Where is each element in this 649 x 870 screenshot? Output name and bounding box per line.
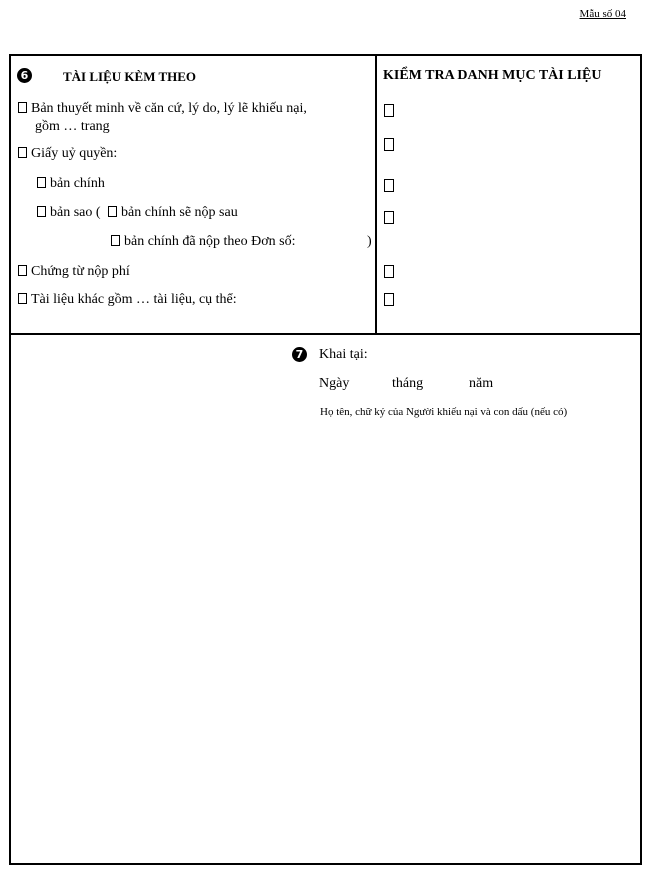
original-submitted-label: bản chính đã nộp theo Đơn số: — [124, 234, 296, 249]
original-later-checkbox[interactable] — [108, 206, 117, 217]
explanation-item — [18, 101, 307, 117]
number-6-icon: 6 — [17, 68, 32, 83]
section-6-marker — [17, 66, 32, 84]
fee-receipt-label: Chứng từ nộp phí — [31, 264, 130, 279]
declared-at-label: Khai tại: — [319, 347, 368, 362]
other-docs-label: Tài liệu khác gồm … tài liệu, cụ thể: — [31, 292, 237, 307]
original-submitted-checkbox[interactable] — [111, 235, 120, 246]
attachments-title: TÀI LIỆU KÈM THEO — [63, 69, 197, 84]
explanation-label-line2: gồm … trang — [35, 119, 110, 134]
check-other-docs-checkbox[interactable] — [384, 293, 394, 306]
check-authorization-checkbox[interactable] — [384, 138, 394, 151]
month-label: tháng — [392, 376, 424, 391]
day-label: Ngày — [319, 376, 350, 391]
authorization-checkbox[interactable] — [18, 147, 27, 158]
year-label: năm — [469, 376, 494, 391]
other-docs-checkbox[interactable] — [18, 293, 27, 304]
copy-checkbox[interactable] — [37, 206, 46, 217]
form-code: Mẫu số 04 — [579, 8, 626, 20]
copy-label: bản sao ( — [50, 205, 101, 220]
check-explanation-checkbox[interactable] — [384, 104, 394, 117]
authorization-item — [18, 146, 117, 162]
check-fee-receipt-checkbox[interactable] — [384, 265, 394, 278]
original-label: bản chính — [50, 176, 105, 191]
section-7-marker — [292, 345, 307, 363]
check-original-checkbox[interactable] — [384, 179, 394, 192]
explanation-label-line1: Bản thuyết minh về căn cứ, lý do, lý lẽ khiếu nại, — [31, 101, 307, 116]
explanation-checkbox[interactable] — [18, 102, 27, 113]
attachments-section — [11, 56, 377, 333]
close-paren: ) — [367, 234, 372, 249]
fee-receipt-item — [18, 264, 130, 280]
attachments-row — [11, 56, 640, 335]
number-7-icon: 7 — [292, 347, 307, 362]
fee-receipt-checkbox[interactable] — [18, 265, 27, 276]
original-later-label: bản chính sẽ nộp sau — [121, 205, 238, 220]
authorization-label: Giấy uỷ quyền: — [31, 146, 118, 161]
copy-item — [37, 205, 238, 221]
document-check-section — [377, 56, 640, 333]
other-docs-item — [18, 292, 237, 308]
check-copy-checkbox[interactable] — [384, 211, 394, 224]
form-frame — [9, 54, 642, 865]
original-submitted-item — [111, 234, 296, 250]
original-checkbox[interactable] — [37, 177, 46, 188]
signature-note: Họ tên, chữ ký của Người khiếu nại và con dấu (nếu có) — [320, 406, 568, 418]
original-item — [37, 176, 105, 192]
document-check-title: KIỂM TRA DANH MỤC TÀI LIỆU — [383, 68, 602, 83]
